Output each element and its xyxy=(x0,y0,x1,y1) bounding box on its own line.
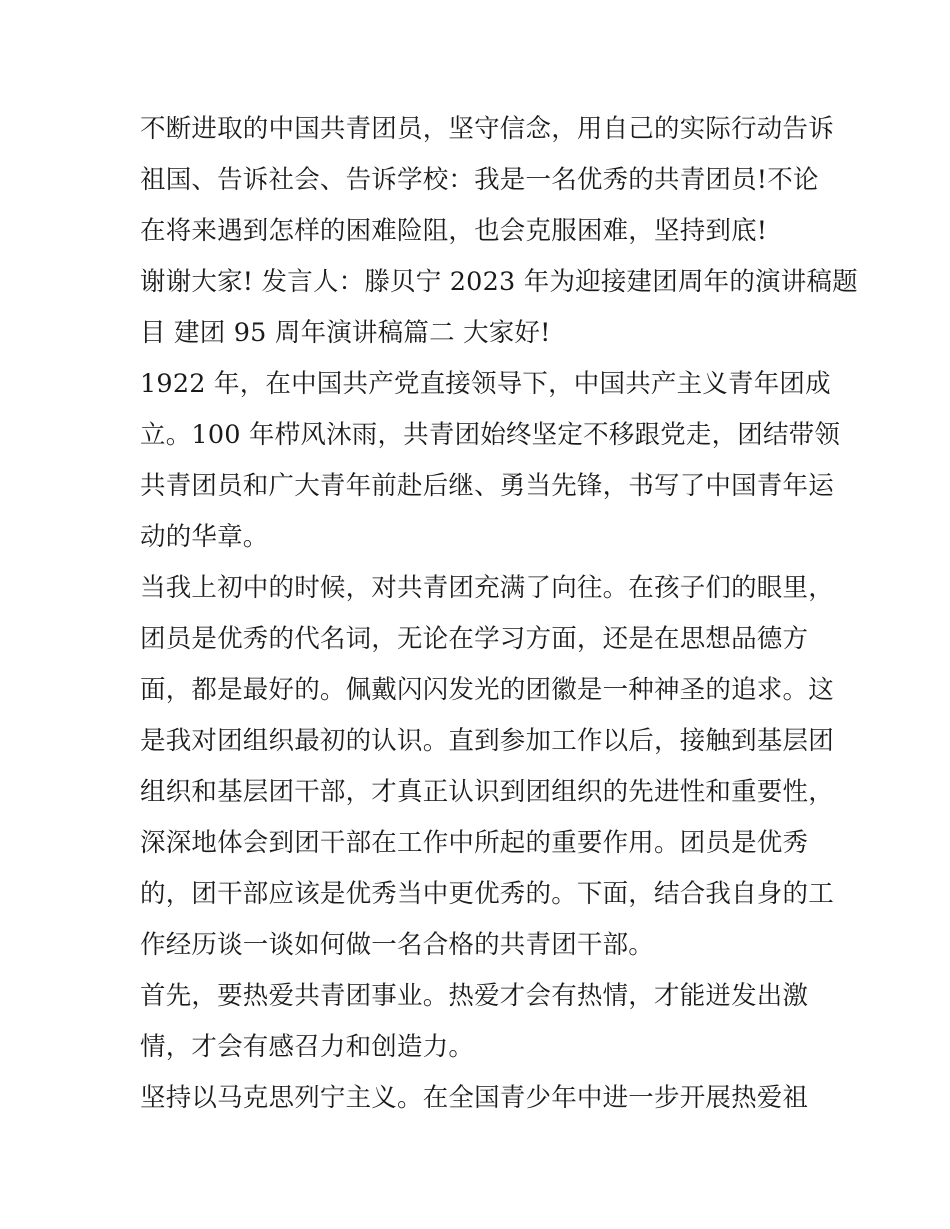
text-line: 当我上初中的时候，对共青团充满了向往。在孩子们的眼里， xyxy=(140,573,834,603)
text-line: 不断进取的中国共青团员，坚守信念，用自己的实际行动告诉 xyxy=(140,114,834,144)
text-line: 深深地体会到团干部在工作中所起的重要作用。团员是优秀 xyxy=(140,828,809,858)
document-body xyxy=(140,104,858,1124)
text-line: 情，才会有感召力和创造力。 xyxy=(140,1032,475,1062)
text-line: 目 建团 95 周年演讲稿篇二 大家好! xyxy=(140,318,551,348)
text-line: 1922 年，在中国共产党直接领导下，中国共产主义青年团成 xyxy=(140,369,831,399)
text-line: 作经历谈一谈如何做一名合格的共青团干部。 xyxy=(140,930,655,960)
text-line: 立。100 年栉风沐雨，共青团始终坚定不移跟党走，团结带领 xyxy=(140,420,841,450)
text-line: 首先，要热爱共青团事业。热爱才会有热情，才能迸发出激 xyxy=(140,981,809,1011)
text-line: 是我对团组织最初的认识。直到参加工作以后，接触到基层团 xyxy=(140,726,834,756)
text-line: 的，团干部应该是优秀当中更优秀的。下面，结合我自身的工 xyxy=(140,879,834,909)
text-line: 团员是优秀的代名词，无论在学习方面，还是在思想品德方 xyxy=(140,624,809,654)
text-line: 在将来遇到怎样的困难险阻，也会克服困难，坚持到底! xyxy=(140,216,768,246)
text-line: 面，都是最好的。佩戴闪闪发光的团徽是一种神圣的追求。这 xyxy=(140,675,834,705)
text-line: 谢谢大家! 发言人：滕贝宁 2023 年为迎接建团周年的演讲稿题 xyxy=(140,267,858,297)
text-line: 动的华章。 xyxy=(140,522,269,552)
text-line: 祖国、告诉社会、告诉学校：我是一名优秀的共青团员!不论 xyxy=(140,165,819,195)
text-line: 坚持以马克思列宁主义。在全国青少年中进一步开展热爱祖 xyxy=(140,1083,809,1113)
text-line: 共青团员和广大青年前赴后继、勇当先锋，书写了中国青年运 xyxy=(140,471,834,501)
text-line: 组织和基层团干部，才真正认识到团组织的先进性和重要性， xyxy=(140,777,834,807)
